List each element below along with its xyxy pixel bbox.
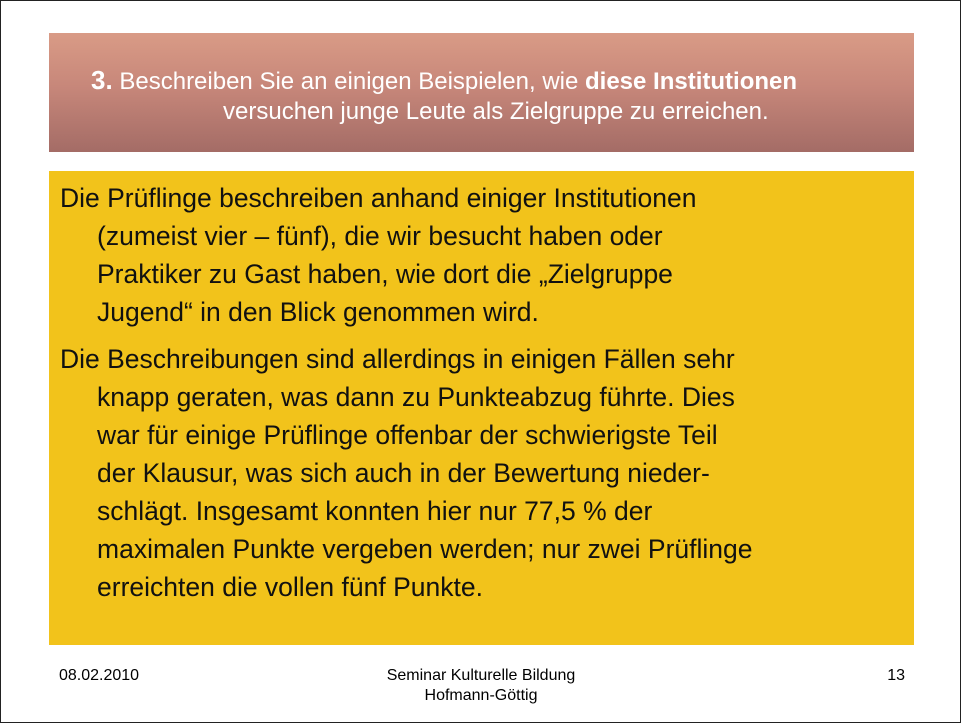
paragraph-2-line: der Klausur, was sich auch in der Bewertung nieder- [97,458,710,488]
paragraph-2-line: schlägt. Insgesamt konnten hier nur 77,5 % der [97,496,653,526]
title-text-prefix: Beschreiben Sie an einigen Beispielen, wie [119,68,585,95]
slide-body-box [49,171,914,645]
body-paragraph-2 [60,340,910,606]
paragraph-2-line: maximalen Punkte vergeben werden; nur zwei Prüflinge [97,534,753,564]
paragraph-1-line: (zumeist vier – fünf), die wir besucht haben oder [97,221,663,251]
question-number: 3. [91,65,113,95]
paragraph-1-line: Praktiker zu Gast haben, wie dort die „Zielgruppe [97,259,673,289]
slide-title-box [49,33,914,152]
body-paragraph-1 [60,179,910,331]
paragraph-2-line: Die Beschreibungen sind allerdings in einigen Fällen sehr [60,344,735,374]
paragraph-2-line: war für einige Prüflinge offenbar der schwierigste Teil [97,420,718,450]
footer-center [331,666,631,706]
paragraph-2-line: knapp geraten, was dann zu Punkteabzug führte. Dies [97,382,735,412]
title-line-1 [91,65,797,97]
title-text-bold: diese Institutionen [585,68,798,95]
paragraph-1-line: Die Prüflinge beschreiben anhand einiger Institutionen [60,183,697,213]
title-line-2: versuchen junge Leute als Zielgruppe zu erreichen. [223,98,769,125]
paragraph-1-line: Jugend“ in den Blick genommen wird. [97,297,539,327]
paragraph-2-line: erreichten die vollen fünf Punkte. [97,572,483,602]
footer-page-number: 13 [887,667,905,684]
footer-seminar-title: Seminar Kulturelle Bildung [386,667,576,684]
footer-author: Hofmann-Göttig [424,687,538,704]
footer-date: 08.02.2010 [59,667,140,684]
